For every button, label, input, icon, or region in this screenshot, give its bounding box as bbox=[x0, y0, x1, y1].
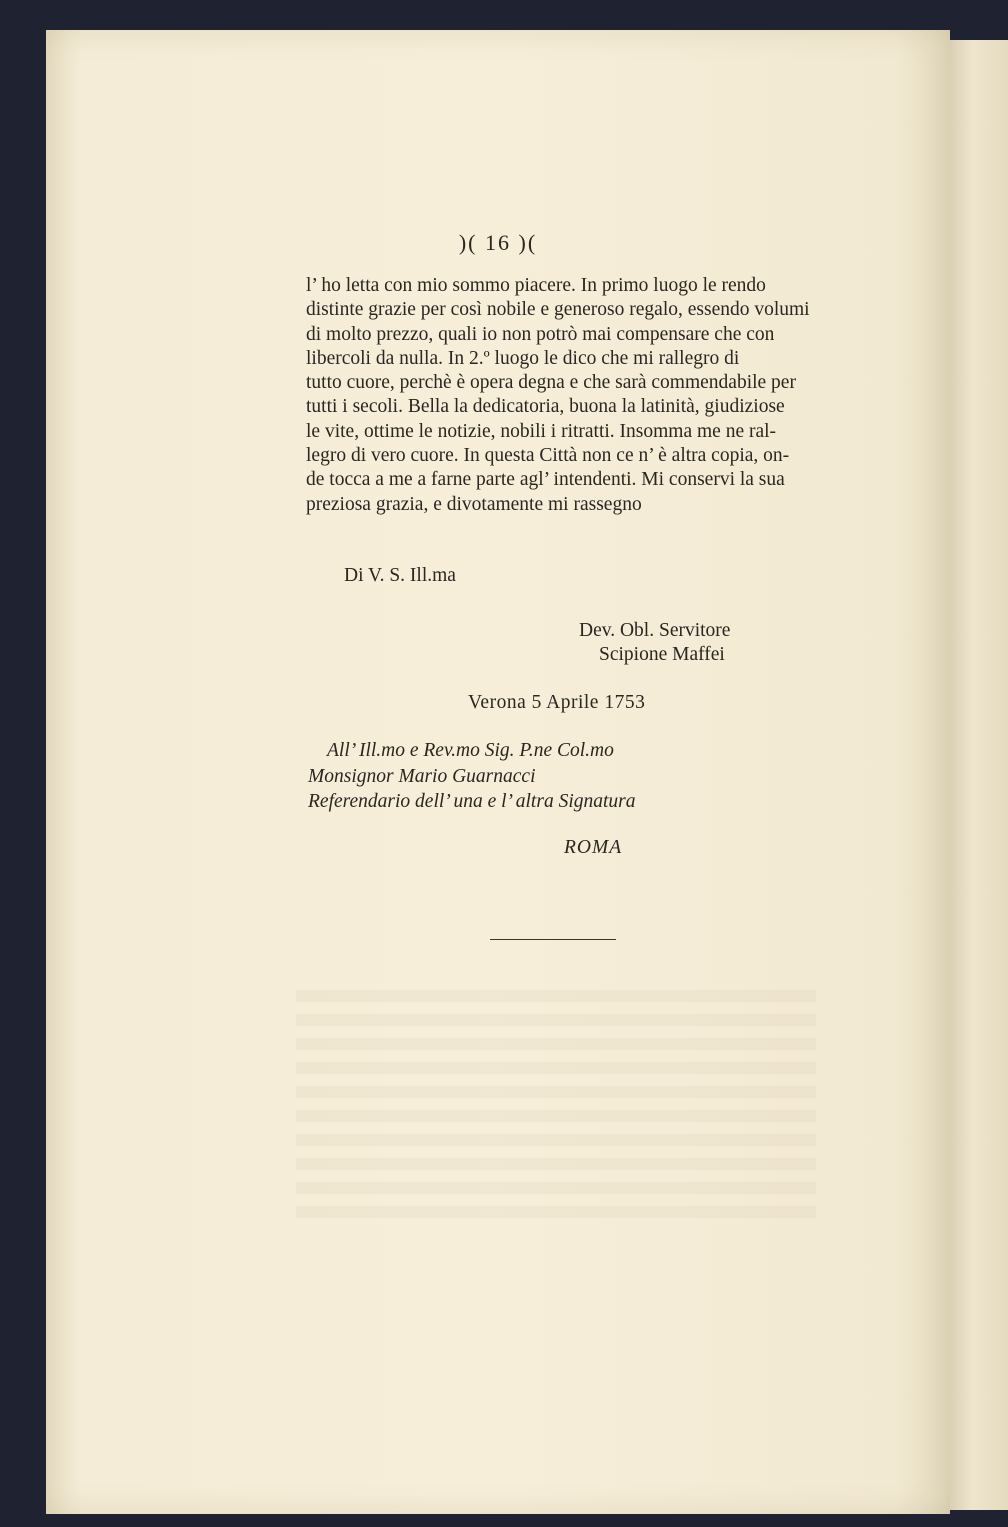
body-line: preziosa grazia, e divotamente mi rassegno bbox=[306, 493, 642, 515]
show-through-text bbox=[296, 990, 816, 1220]
body-line: legro di vero cuore. In questa Città non ce n’ è altra copia, on- bbox=[306, 445, 790, 467]
salutation: Di V. S. Ill.ma bbox=[344, 565, 456, 586]
body-line: le vite, ottime le notizie, nobili i ritratti. Insomma me ne ral- bbox=[306, 420, 777, 442]
body-line: tutti i secoli. Bella la dedicatoria, buona la latinità, giudiziose bbox=[306, 396, 785, 418]
body-line: libercoli da nulla. In 2.º luogo le dico che mi rallegro di bbox=[306, 347, 740, 369]
adjacent-page-edge bbox=[948, 40, 1008, 1510]
letter-body bbox=[306, 274, 814, 517]
body-line: di molto prezzo, quali io non potrò mai compensare che con bbox=[306, 323, 775, 345]
book-page bbox=[46, 30, 950, 1514]
address-line: Monsignor Mario Guarnacci bbox=[308, 766, 536, 787]
page-number: )( 16 )( bbox=[458, 230, 538, 255]
address-city: ROMA bbox=[564, 837, 623, 858]
signature-title: Dev. Obl. Servitore bbox=[579, 620, 731, 641]
body-line: de tocca a me a farne parte agl’ intendenti. Mi conservi la sua bbox=[306, 469, 785, 491]
signature-name: Scipione Maffei bbox=[599, 644, 725, 665]
body-line: l’ ho letta con mio sommo piacere. In primo luogo le rendo bbox=[306, 275, 766, 296]
body-line: tutto cuore, perchè è opera degna e che sarà commendabile per bbox=[306, 372, 796, 394]
address-line: All’ Ill.mo e Rev.mo Sig. P.ne Col.mo bbox=[327, 740, 614, 761]
separator-rule bbox=[490, 939, 616, 940]
address-line: Referendario dell’ una e l’ altra Signatura bbox=[308, 791, 636, 812]
body-line: distinte grazie per così nobile e generoso regalo, essendo volumi bbox=[306, 299, 810, 321]
place-date: Verona 5 Aprile 1753 bbox=[468, 692, 646, 713]
